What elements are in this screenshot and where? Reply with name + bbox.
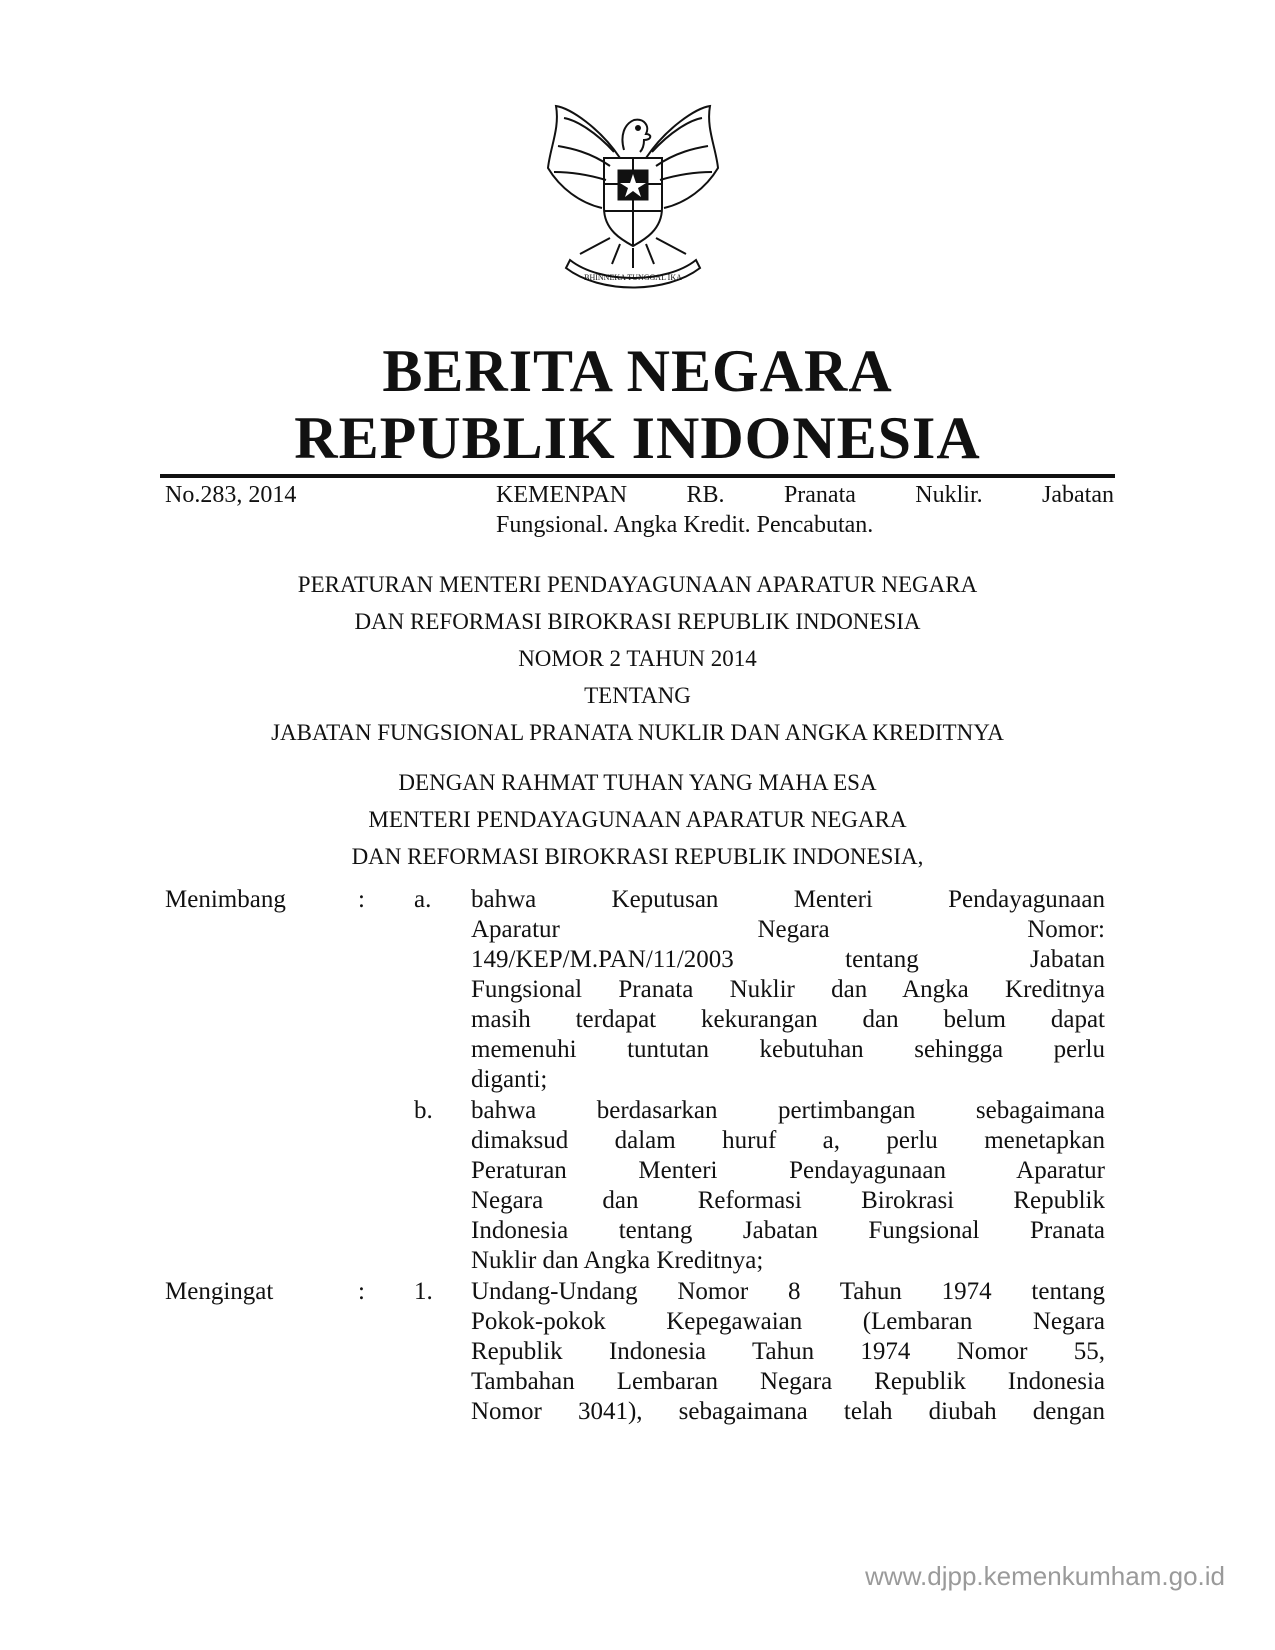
mengingat-label: Mengingat xyxy=(165,1278,274,1305)
gazette-subject xyxy=(496,480,1114,540)
paragraph-line: bahwa berdasarkan pertimbangan sebagaimana xyxy=(471,1097,1105,1124)
paragraph-line: Tambahan Lembaran Negara Republik Indonesia xyxy=(471,1368,1105,1395)
item-mark: b. xyxy=(414,1097,433,1124)
paragraph-line: dimaksud dalam huruf a, perlu menetapkan xyxy=(471,1127,1105,1154)
preamble-line: DAN REFORMASI BIROKRASI REPUBLIK INDONESIA, xyxy=(351,844,924,869)
source-watermark: www.djpp.kemenkumham.go.id xyxy=(865,1561,1225,1591)
item-mark: 1. xyxy=(414,1278,433,1305)
title-divider xyxy=(160,474,1115,478)
gazette-subject-line: KEMENPAN RB. Pranata Nuklir. Jabatan xyxy=(496,482,1114,508)
paragraph-line: bahwa Keputusan Menteri Pendayagunaan xyxy=(471,886,1105,913)
paragraph-line: Republik Indonesia Tahun 1974 Nomor 55, xyxy=(471,1338,1105,1365)
paragraph-line: masih terdapat kekurangan dan belum dapat xyxy=(471,1006,1105,1033)
regulation-line: PERATURAN MENTERI PENDAYAGUNAAN APARATUR NEGARA xyxy=(297,572,978,597)
preamble-line: MENTERI PENDAYAGUNAAN APARATUR NEGARA xyxy=(368,807,907,832)
garuda-pancasila-emblem xyxy=(540,88,726,294)
mengingat-item-1 xyxy=(471,1277,1105,1427)
menimbang-colon: : xyxy=(358,886,365,913)
paragraph-line: Nomor 3041), sebagaimana telah diubah dengan xyxy=(471,1398,1105,1425)
paragraph-line: Undang-Undang Nomor 8 Tahun 1974 tentang xyxy=(471,1278,1105,1305)
paragraph-line: Aparatur Negara Nomor: xyxy=(471,916,1105,943)
paragraph-line: 149/KEP/M.PAN/11/2003 tentang Jabatan xyxy=(471,946,1105,973)
regulation-line: JABATAN FUNGSIONAL PRANATA NUKLIR DAN ANGKA KREDITNYA xyxy=(271,720,1004,745)
gazette-number: No.283, 2014 xyxy=(165,482,297,508)
paragraph-line: diganti; xyxy=(471,1066,548,1093)
menimbang-item-b xyxy=(471,1096,1105,1276)
item-mark: a. xyxy=(414,886,432,913)
gazette-title-line2: REPUBLIK INDONESIA xyxy=(294,405,981,471)
regulation-line: NOMOR 2 TAHUN 2014 xyxy=(518,646,757,671)
paragraph-line: Nuklir dan Angka Kreditnya; xyxy=(471,1247,764,1274)
mengingat-colon: : xyxy=(358,1278,365,1305)
regulation-heading xyxy=(0,566,1275,751)
paragraph-line: memenuhi tuntutan kebutuhan sehingga perlu xyxy=(471,1036,1105,1063)
emblem-motto: BHINNEKA TUNGGAL IKA xyxy=(584,273,682,282)
preamble-line: DENGAN RAHMAT TUHAN YANG MAHA ESA xyxy=(398,770,877,795)
regulation-line: TENTANG xyxy=(584,683,691,708)
paragraph-line: Pokok-pokok Kepegawaian (Lembaran Negara xyxy=(471,1308,1105,1335)
preamble-heading xyxy=(0,764,1275,875)
menimbang-label: Menimbang xyxy=(165,886,286,913)
paragraph-line: Peraturan Menteri Pendayagunaan Aparatur xyxy=(471,1157,1105,1184)
regulation-line: DAN REFORMASI BIROKRASI REPUBLIK INDONESIA xyxy=(354,609,921,634)
paragraph-line: Fungsional Pranata Nuklir dan Angka Kreditnya xyxy=(471,976,1105,1003)
gazette-subject-line: Fungsional. Angka Kredit. Pencabutan. xyxy=(496,512,874,538)
menimbang-item-a xyxy=(471,885,1105,1095)
gazette-title-line1: BERITA NEGARA xyxy=(382,338,893,404)
paragraph-line: Negara dan Reformasi Birokrasi Republik xyxy=(471,1187,1105,1214)
paragraph-line: Indonesia tentang Jabatan Fungsional Pranata xyxy=(471,1217,1105,1244)
